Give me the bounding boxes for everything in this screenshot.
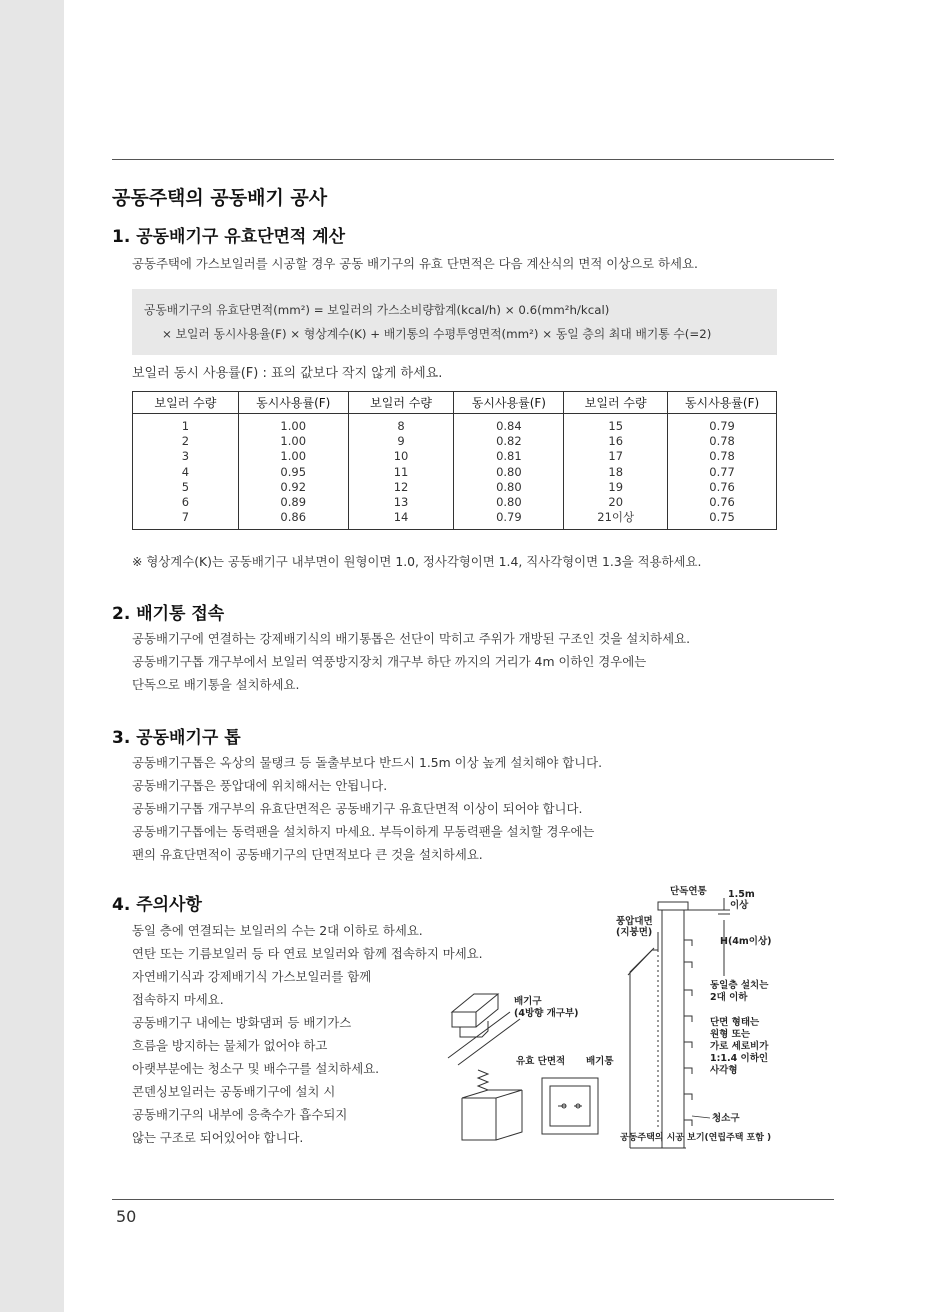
table-cell: 18 [608, 464, 624, 479]
section4-line: 않는 구조로 되어있어야 합니다. [132, 1130, 304, 1145]
section4-line: 공동배기구의 내부에 응축수가 흡수되지 [132, 1107, 348, 1122]
formula-line-2: × 보일러 동시사용율(F) × 형상계수(K) + 배기통의 수평투영면적(mm²) × 동일 층의 최대 배기통 수(=2) [162, 327, 712, 341]
section1-heading: 1. 공동배기구 유효단면적 계산 [112, 227, 346, 247]
table-cell: 0.86 [280, 510, 307, 525]
table-cell: 15 [608, 419, 624, 433]
label-same-floor-2: 2대 이하 [710, 992, 748, 1003]
page-title: 공동주택의 공동배기 공사 [112, 187, 328, 209]
table-cell: 21이상 [597, 510, 635, 525]
section4-line: 흐름을 방지하는 물체가 없어야 하고 [132, 1038, 328, 1053]
table-cell: 1 [181, 419, 190, 433]
table-cell: 2 [181, 434, 190, 449]
label-effective-area: 유효 단면적 [516, 1056, 566, 1067]
table-cell: 12 [393, 479, 409, 494]
exhaust-cap-side [476, 994, 498, 1027]
table-cell: 0.95 [280, 464, 307, 479]
table-cell: 11 [393, 464, 409, 479]
table-cell: 0.89 [280, 495, 307, 510]
table-cell: 0.92 [280, 479, 307, 494]
section4-line: 공동배기구 내에는 방화댐퍼 등 배기가스 [132, 1015, 352, 1030]
label-same-floor-1: 동일층 설치는 [710, 980, 769, 991]
table-cell: 0.80 [496, 464, 522, 479]
section3-line: 팬의 유효단면적이 공동배기구의 단면적보다 큰 것을 설치하세요. [132, 847, 483, 862]
label-wind-pressure: 풍압대면 [616, 916, 653, 927]
table-header: 보일러 수량 [133, 392, 239, 414]
formula-line-1: 공동배기구의 유효단면적(mm²) = 보일러의 가스소비량합계(kcal/h) × 0.6(mm²h/kcal) [144, 303, 610, 317]
table-column [668, 414, 777, 530]
table-header: 동시사용률(F) [668, 392, 777, 414]
table-column [238, 414, 348, 530]
label-section-5: 사각형 [710, 1065, 738, 1076]
section3-line: 공동배기구톱은 옥상의 물탱크 등 돌출부보다 반드시 1.5m 이상 높게 설치해야 합니다. [132, 755, 603, 770]
exhaust-cap-front [452, 1012, 476, 1027]
table-header: 보일러 수량 [348, 392, 454, 414]
section2-heading: 2. 배기통 접속 [112, 604, 225, 624]
label-roof: (지붕면) [616, 927, 653, 938]
building-roof-line [630, 932, 658, 1148]
section2-line: 단독으로 배기통을 설치하세요. [132, 677, 300, 692]
boiler-side [496, 1090, 522, 1140]
flue-top-cap [658, 902, 688, 910]
section2-line: 공동배기구톱 개구부에서 보일러 역풍방지장치 개구부 하단 까지의 거리가 4m 이하인 경우에는 [132, 654, 647, 669]
table-cell: 6 [181, 495, 190, 510]
formula-box [132, 289, 777, 355]
table-cell: 0.82 [496, 434, 522, 449]
table-cell: 1.00 [280, 419, 307, 433]
label-section-3: 가로 세로비가 [710, 1041, 769, 1052]
flue-connections [684, 940, 692, 1126]
label-section-2: 원형 또는 [710, 1029, 751, 1040]
table-cell: 16 [608, 434, 624, 449]
page-number: 50 [116, 1207, 137, 1226]
table-cell: 14 [393, 510, 409, 525]
label-cleanout: 청소구 [712, 1113, 740, 1124]
table-cell: 0.79 [709, 419, 735, 433]
table-caption: 보일러 동시 사용률(F) : 표의 값보다 작지 않게 하세요. [132, 366, 443, 381]
table-column [133, 414, 239, 530]
table-cell: 0.80 [496, 495, 522, 510]
label-exhaust-1: 배기구 [514, 996, 542, 1007]
table-cell: 0.76 [709, 495, 735, 510]
common-flue [662, 910, 684, 1148]
exhaust-pipe-neck [460, 1021, 488, 1037]
table-header: 보일러 수량 [564, 392, 668, 414]
section3-heading: 3. 공동배기구 톱 [112, 728, 241, 748]
label-above: 이상 [730, 900, 749, 911]
section3-line: 공동배기구톱에는 동력팬을 설치하지 마세요. 부득이하게 무동력팬을 설치할 경우에는 [132, 824, 595, 839]
roof-edge [628, 948, 654, 975]
label-single-flue: 단독연통 [670, 886, 707, 897]
table-cell: 1.00 [280, 434, 307, 449]
table-cell: 0.77 [709, 464, 735, 479]
table-cell: 1.00 [280, 449, 307, 464]
table-cell: 4 [181, 464, 190, 479]
table-cell: 0.75 [709, 510, 735, 525]
table-cell: 3 [181, 449, 190, 464]
section3-line: 공동배기구톱 개구부의 유효단면적은 공동배기구 유효단면적 이상이 되어야 합니다. [132, 801, 583, 816]
table-header: 동시사용률(F) [238, 392, 348, 414]
boiler-front [462, 1098, 496, 1140]
label-section-1: 단면 형태는 [710, 1017, 760, 1028]
section-inner [550, 1086, 590, 1126]
table-column [564, 414, 668, 530]
table-column [454, 414, 564, 530]
table-cell: 20 [608, 495, 624, 510]
section4-line: 아랫부분에는 청소구 및 배수구를 설치하세요. [132, 1061, 380, 1076]
table-cell: 9 [397, 434, 405, 449]
table-cell: 5 [181, 479, 190, 494]
section4-line: 동일 층에 연결되는 보일러의 수는 2대 이하로 하세요. [132, 923, 423, 938]
bottom-rule [112, 1199, 834, 1200]
section2-line: 공동배기구에 연결하는 강제배기식의 배기통톱은 선단이 막히고 주위가 개방된 구조인 것을 설치하세요. [132, 631, 691, 646]
section4-line: 콘덴싱보일러는 공동배기구에 설치 시 [132, 1084, 336, 1099]
section4-line: 접속하지 마세요. [132, 992, 224, 1007]
table-cell: 0.84 [496, 419, 522, 433]
table-cell: 17 [608, 449, 624, 464]
section4-heading: 4. 주의사항 [112, 895, 202, 915]
label-section-4: 1:1.4 이하인 [710, 1053, 769, 1064]
label-h: H(4m이상) [720, 936, 772, 947]
side-band [0, 0, 64, 1312]
top-rule [112, 159, 834, 160]
table-cell: 19 [608, 479, 624, 494]
table-cell: 0.81 [496, 449, 522, 464]
exhaust-cap-top [452, 994, 498, 1012]
table-cell: 0.78 [709, 434, 735, 449]
table-cell: 0.78 [709, 449, 735, 464]
diagram-caption: 공동주택의 시공 보기(연립주택 포함 ) [620, 1133, 772, 1143]
table-cell: 13 [393, 495, 409, 510]
section4-line: 자연배기식과 강제배기식 가스보일러를 함께 [132, 969, 372, 984]
label-1-5m: 1.5m [728, 889, 755, 900]
table-cell: 0.76 [709, 479, 735, 494]
table-cell: 0.79 [496, 510, 522, 525]
table-cell: 7 [181, 510, 190, 525]
simultaneous-use-table [132, 391, 777, 530]
installation-diagram [430, 880, 800, 1155]
table-header: 동시사용률(F) [454, 392, 564, 414]
shape-factor-note: ※ 형상계수(K)는 공동배기구 내부면이 원형이면 1.0, 정사각형이면 1.4, 직사각형이면 1.3을 적용하세요. [132, 554, 702, 569]
connector-coil [478, 1070, 488, 1090]
section4-line: 연탄 또는 기름보일러 등 타 연료 보일러와 함께 접속하지 마세요. [132, 946, 483, 961]
table-cell: 10 [393, 449, 409, 464]
table-column [348, 414, 454, 530]
table-cell: 0.80 [496, 479, 522, 494]
section1-intro: 공동주택에 가스보일러를 시공할 경우 공동 배기구의 유효 단면적은 다음 계산식의 면적 이상으로 하세요. [132, 256, 698, 271]
label-exhaust-2: (4방향 개구부) [514, 1008, 579, 1019]
cleanout-leader [692, 1116, 710, 1118]
table-cell: 8 [397, 419, 405, 433]
section3-line: 공동배기구톱은 풍압대에 위치해서는 안됩니다. [132, 778, 388, 793]
boiler-top [462, 1090, 522, 1098]
label-flue-pipe: 배기통 [586, 1056, 614, 1067]
